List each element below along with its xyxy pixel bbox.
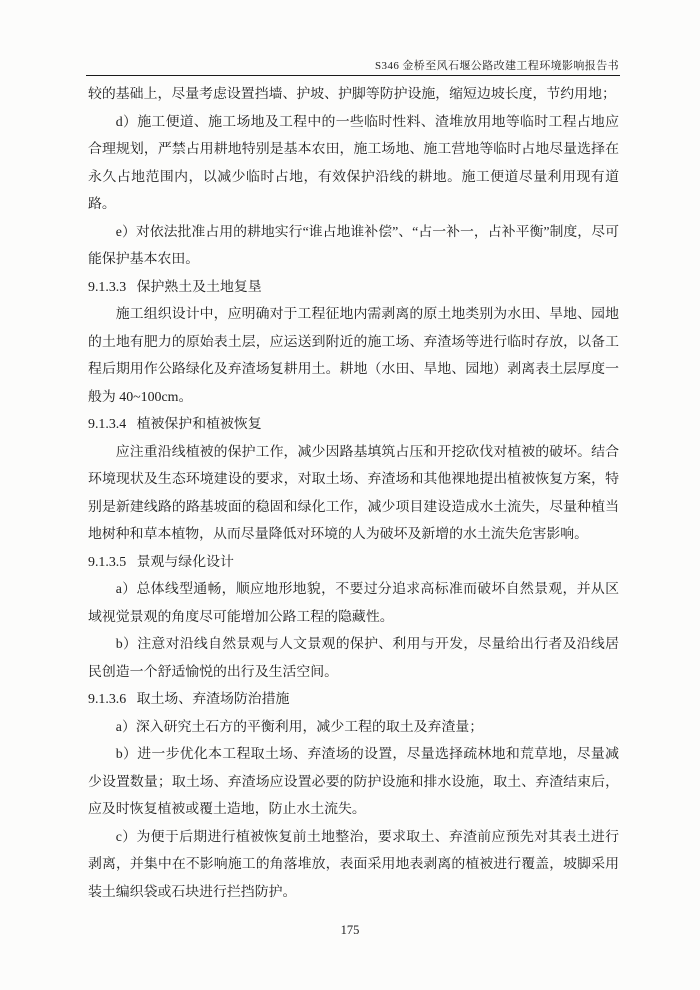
paragraph-item-b: b）进一步优化本工程取土场、弃渣场的设置，尽量选择疏林地和荒草地，尽量减少设置数量；取土场、弃渣场应设置必要的防护设施和排水设施，取土、弃渣结束后，应及时恢复植被或覆土造地，防止水土流失。: [88, 747, 619, 817]
paragraph-item-e: e）对依法批准占用的耕地实行“谁占地谁补偿”、“占一补一，占补平衡”制度，尽可能保护基本农田。: [88, 224, 619, 267]
section-heading-9-1-3-6: [88, 686, 619, 714]
page-footer: [0, 923, 700, 938]
paragraph-item-c: c）为便于后期进行植被恢复前土地整治，要求取土、弃渣前应预先对其表土进行剥离，并集中在不影响施工的角落堆放，表面采用地表剥离的植被进行覆盖，坡脚采用装土编织袋或石块进行拦挡防护。: [88, 829, 619, 900]
paragraph-item-a: a）总体线型通畅，顺应地形地貌，不要过分追求高标准而破坏自然景观，并从区域视觉景观的角度尽可能增加公路工程的隐藏性。: [88, 582, 619, 625]
paragraph-item-d: d）施工便道、施工场地及工程中的一些临时性料、渣堆放用地等临时工程占地应合理规划，严禁占用耕地特别是基本农田，施工场地、施工营地等临时占地尽量选择在永久占地范围内，以减少临时占地，有效保护沿线的耕地。施工便道尽量利用现有道路。: [88, 114, 619, 212]
section-heading-9-1-3-5: [88, 549, 619, 577]
paragraph: 施工组织设计中，应明确对于工程征地内需剥离的原土地类别为水田、旱地、园地的土地有肥力的原始表土层，应运送到附近的施工场、弃渣场等进行临时存放，以备工程后期用作公路绿化及弃渣场复耕用土。耕地（水田、旱地、园地）剥离表土层厚度一般为 40~100cm。: [88, 307, 619, 405]
section-number: 9.1.3.3: [88, 279, 127, 295]
section-title: 取土场、弃渣场防治措施: [136, 692, 290, 707]
section-title: 植被保护和植被恢复: [136, 417, 262, 432]
section-heading-9-1-3-4: [88, 411, 619, 439]
paragraph-item-a: a）深入研究土石方的平衡利用，减少工程的取土及弃渣量；: [115, 719, 484, 735]
paragraph-item-b: b）注意对沿线自然景观与人文景观的保护、利用与开发，尽量给出行者及沿线居民创造一个舒适愉悦的出行及生活空间。: [88, 637, 619, 680]
section-number: 9.1.3.5: [88, 554, 127, 570]
section-number: 9.1.3.4: [88, 417, 127, 432]
section-heading-9-1-3-3: [88, 274, 619, 302]
document-body: [88, 81, 619, 906]
paragraph: 应注重沿线植被的保护工作，减少因路基填筑占压和开挖砍伐对植被的破坏。结合环境现状及生态环境建设的要求，对取土场、弃渣场和其他裸地提出植被恢复方案，特别是新建线路的路基坡面的稳固和绿化工作，减少项目建设造成水土流失，尽量种植当地树种和草本植物，从而尽量降低对环境的人为破坏及新增的水土流失危害影响。: [88, 444, 619, 542]
section-title: 景观与绿化设计: [136, 554, 234, 570]
page-number: 175: [340, 923, 360, 937]
section-title: 保护熟土及土地复垦: [136, 279, 262, 295]
section-number: 9.1.3.6: [88, 692, 127, 707]
paragraph-continuation: 较的基础上，尽量考虑设置挡墙、护坡、护脚等防护设施，缩短边坡长度，节约用地；: [88, 87, 616, 102]
header-divider-rule: [86, 75, 620, 76]
running-header-title: S346 金桥至风石堰公路改建工程环境影响报告书: [375, 60, 619, 72]
